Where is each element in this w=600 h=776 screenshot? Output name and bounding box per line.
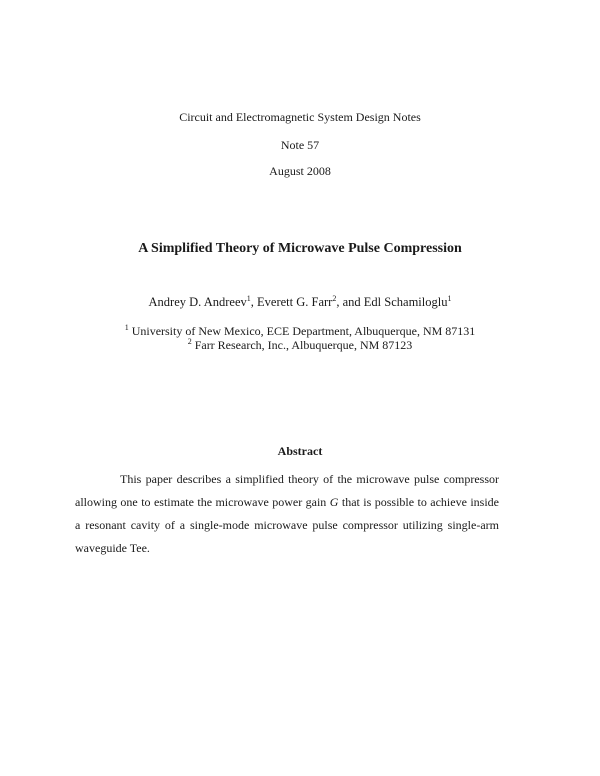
- series-name: Circuit and Electromagnetic System Design Notes: [179, 110, 421, 124]
- paper-title: A Simplified Theory of Microwave Pulse Compression: [138, 241, 462, 256]
- abstract-heading: Abstract: [277, 444, 323, 458]
- publication-date: August 2008: [269, 164, 331, 178]
- abstract-body: [75, 468, 499, 560]
- author-name: Edl Schamiloglu: [363, 295, 448, 309]
- affiliation-mark: 2: [332, 294, 337, 303]
- author-separator: , and: [336, 295, 364, 309]
- affiliation-mark: 2: [187, 337, 192, 346]
- author-separator: ,: [250, 295, 258, 309]
- affiliation-mark: 1: [447, 294, 452, 303]
- affiliation-text: University of New Mexico, ECE Department, Albuquerque, NM 87131: [128, 324, 476, 338]
- affiliation-mark: 1: [246, 294, 251, 303]
- gain-symbol: G: [329, 495, 339, 509]
- abstract-paragraph: [75, 468, 499, 560]
- note-number: Note 57: [280, 138, 320, 152]
- author-name: Andrey D. Andreev: [148, 295, 247, 309]
- affiliation-1: [0, 324, 600, 339]
- affiliation-mark: 1: [124, 323, 129, 332]
- abstract-text: that is possible to achieve inside a resonant cavity of a single-mode microwave pulse compressor utilizing single-arm waveguide Tee.: [75, 495, 500, 555]
- affiliation-2: [0, 338, 600, 353]
- affiliation-text: Farr Research, Inc., Albuquerque, NM 87123: [191, 338, 413, 352]
- author-list: [0, 295, 600, 310]
- abstract-text: This paper describes a simplified theory of the microwave pulse compressor allowing one to estimate the microwave power gain: [75, 472, 499, 509]
- author-name: Everett G. Farr: [257, 295, 333, 309]
